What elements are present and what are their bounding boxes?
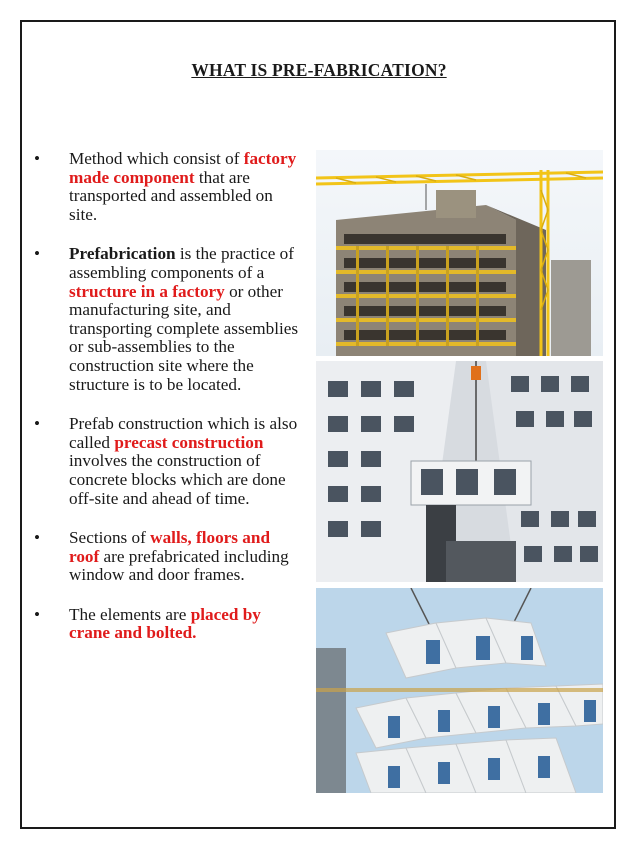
bullet-marker: • <box>34 414 41 434</box>
bullet-item <box>34 150 304 224</box>
bullet-text: Sections of <box>69 528 151 548</box>
bullet-text: that are transported and assembled on site. <box>69 167 273 224</box>
bullet-marker: • <box>34 604 41 624</box>
bullet-marker: • <box>34 244 41 264</box>
bullet-item <box>34 245 304 394</box>
construction-crane-photo <box>316 150 603 356</box>
highlight-text: walls, floors and roof <box>69 528 271 566</box>
bullet-text: Method which consist of <box>69 149 244 168</box>
page-title: WHAT IS PRE-FABRICATION? <box>191 60 447 80</box>
bullet-item <box>34 529 304 585</box>
highlight-text: factory made component <box>69 149 297 187</box>
bullet-text: Prefabrication <box>69 244 176 264</box>
panel-lifting-illustration <box>316 361 603 582</box>
construction-crane-illustration <box>316 150 603 356</box>
bullet-text: involves the construction of concrete blocks which are done off-site and ahead of time. <box>69 451 286 508</box>
bullet-marker: • <box>34 528 41 548</box>
bullet-text: Prefab construction which is also called <box>69 414 298 452</box>
bullet-text: are prefabricated including window and door frames. <box>69 546 289 585</box>
bullet-text: is the practice of assembling components of a <box>69 244 294 282</box>
bullet-list <box>34 150 304 664</box>
panel-lifting-photo <box>316 361 603 582</box>
bullet-item <box>34 606 304 643</box>
bullet-marker: • <box>34 149 41 168</box>
precast-facade-photo <box>316 588 603 793</box>
bullet-item <box>34 415 304 508</box>
highlight-text: placed by crane and bolted. <box>69 604 261 643</box>
bullet-text: or other manufacturing site, and transporting complete assemblies or sub-assemblies to the construction site where the structure is to be located. <box>69 281 299 394</box>
bullet-text: The elements are <box>69 604 191 624</box>
highlight-text: structure in a factory <box>69 281 225 301</box>
highlight-text: precast construction <box>114 432 264 452</box>
precast-facade-illustration <box>316 588 603 793</box>
